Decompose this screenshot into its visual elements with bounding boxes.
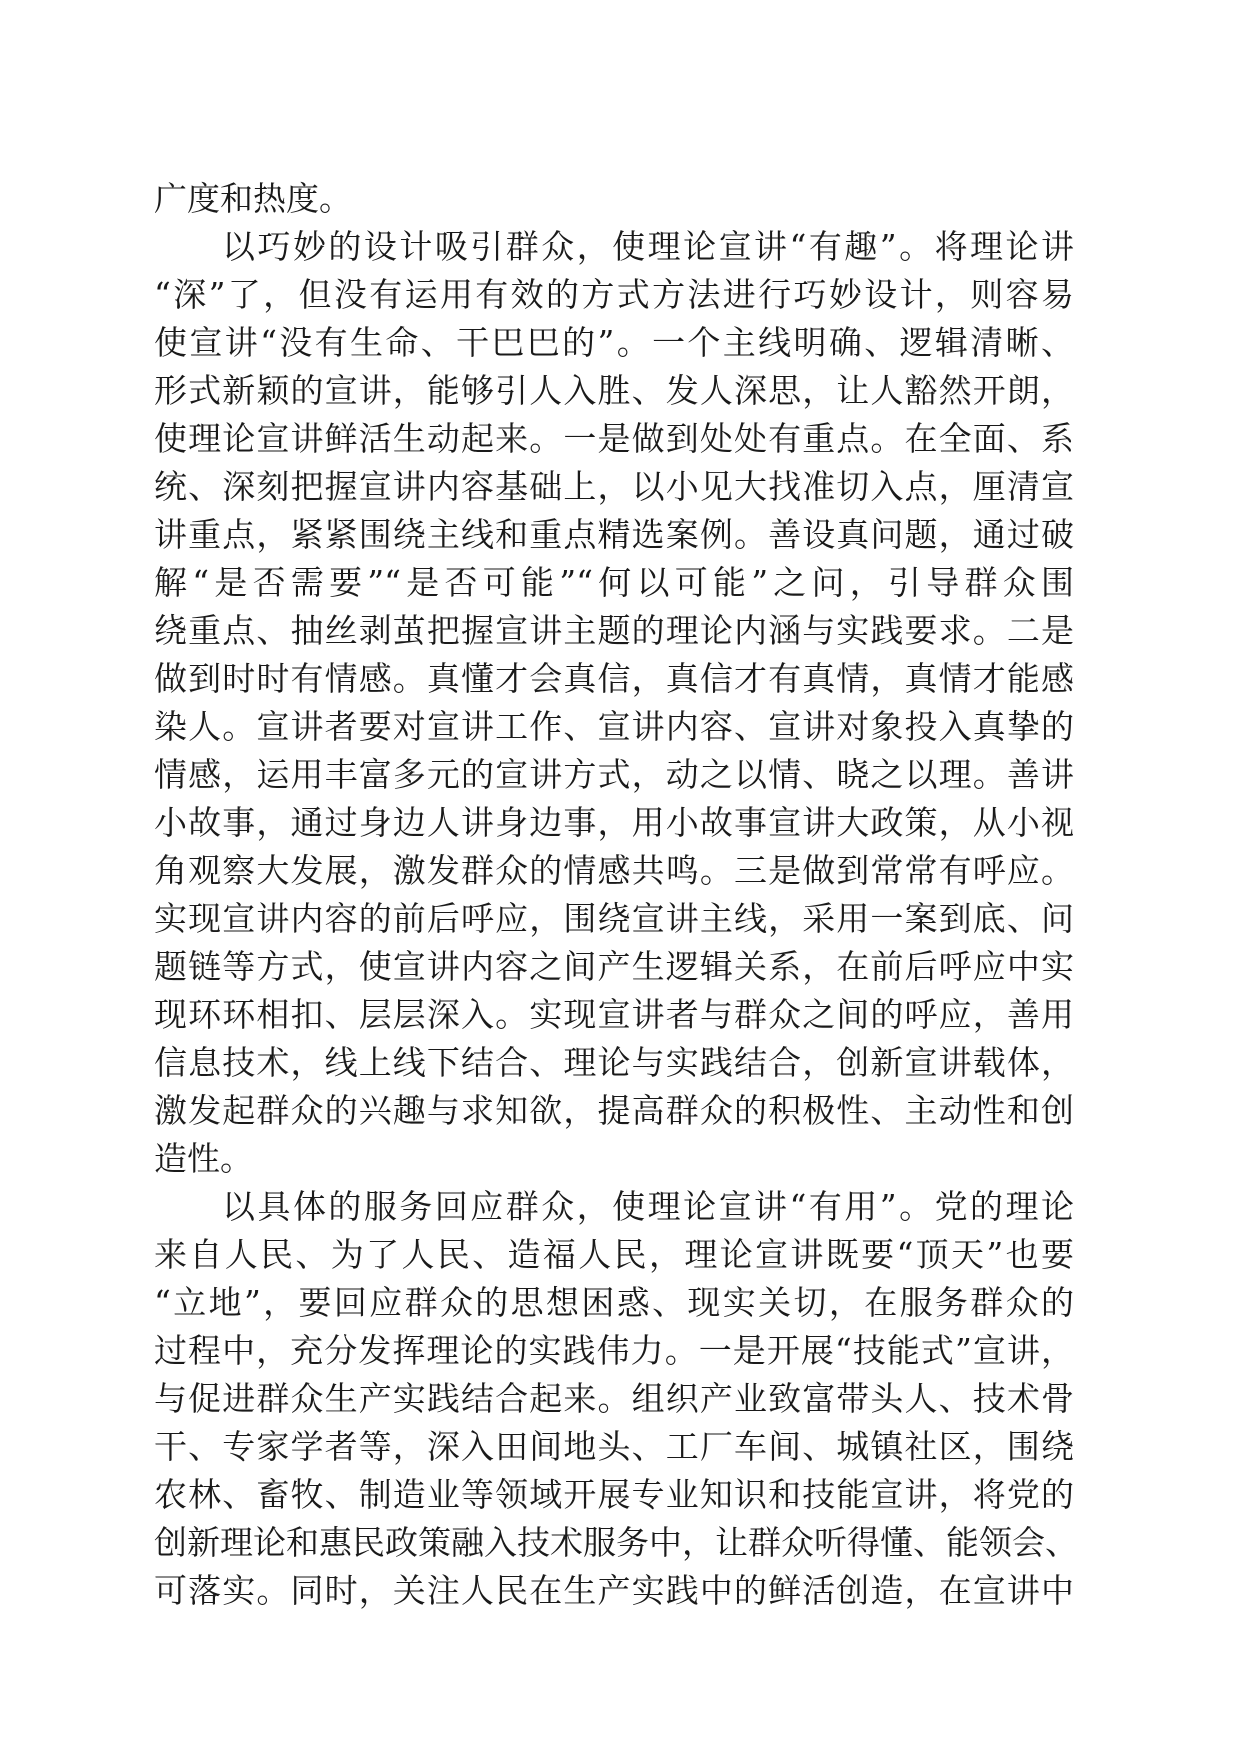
text-line: 使理论宣讲鲜活生动起来。一是做到处处有重点。在全面、系	[154, 419, 1074, 458]
body-text	[154, 175, 1078, 1615]
text-line: 造性。	[154, 1139, 253, 1178]
text-line: 绕重点、抽丝剥茧把握宣讲主题的理论内涵与实践要求。二是	[154, 611, 1074, 650]
text-line: 解“是否需要”“是否可能”“何以可能”之问，引导群众围	[154, 563, 1074, 602]
text-line: 题链等方式，使宣讲内容之间产生逻辑关系，在前后呼应中实	[154, 947, 1074, 986]
text-line: 做到时时有情感。真懂才会真信，真信才有真情，真情才能感	[154, 659, 1074, 698]
text-line: “立地”，要回应群众的思想困惑、现实关切，在服务群众的	[154, 1283, 1074, 1322]
text-line: 激发起群众的兴趣与求知欲，提高群众的积极性、主动性和创	[154, 1091, 1074, 1130]
text-line: 与促进群众生产实践结合起来。组织产业致富带头人、技术骨	[154, 1379, 1074, 1418]
text-line: 现环环相扣、层层深入。实现宣讲者与群众之间的呼应，善用	[154, 995, 1074, 1034]
text-line: 干、专家学者等，深入田间地头、工厂车间、城镇社区，围绕	[154, 1427, 1074, 1466]
text-line: 创新理论和惠民政策融入技术服务中，让群众听得懂、能领会、	[154, 1523, 1078, 1562]
text-line: 情感，运用丰富多元的宣讲方式，动之以情、晓之以理。善讲	[154, 755, 1074, 794]
text-line: 实现宣讲内容的前后呼应，围绕宣讲主线，采用一案到底、问	[154, 899, 1074, 938]
text-line: 形式新颖的宣讲，能够引人入胜、发人深思，让人豁然开朗，	[154, 371, 1074, 410]
text-line: 过程中，充分发挥理论的实践伟力。一是开展“技能式”宣讲，	[154, 1331, 1074, 1370]
text-line: 农林、畜牧、制造业等领域开展专业知识和技能宣讲，将党的	[154, 1475, 1074, 1514]
text-line: 小故事，通过身边人讲身边事，用小故事宣讲大政策，从小视	[154, 803, 1074, 842]
paragraph-first-line: 以具体的服务回应群众，使理论宣讲“有用”。党的理论	[222, 1187, 1074, 1226]
text-line: 信息技术，线上线下结合、理论与实践结合，创新宣讲载体，	[154, 1043, 1074, 1082]
text-line: 统、深刻把握宣讲内容基础上，以小见大找准切入点，厘清宣	[154, 467, 1074, 506]
text-line: 可落实。同时，关注人民在生产实践中的鲜活创造，在宣讲中	[154, 1571, 1074, 1610]
text-line: 使宣讲“没有生命、干巴巴的”。一个主线明确、逻辑清晰、	[154, 323, 1074, 362]
paragraph-first-line: 以巧妙的设计吸引群众，使理论宣讲“有趣”。将理论讲	[222, 227, 1074, 266]
text-line: 来自人民、为了人民、造福人民，理论宣讲既要“顶天”也要	[154, 1235, 1074, 1274]
text-line: 讲重点，紧紧围绕主线和重点精选案例。善设真问题，通过破	[154, 515, 1074, 554]
text-line: “深”了，但没有运用有效的方式方法进行巧妙设计，则容易	[154, 275, 1074, 314]
text-line: 染人。宣讲者要对宣讲工作、宣讲内容、宣讲对象投入真挚的	[154, 707, 1074, 746]
text-line: 广度和热度。	[154, 179, 352, 218]
text-line: 角观察大发展，激发群众的情感共鸣。三是做到常常有呼应。	[154, 851, 1074, 890]
